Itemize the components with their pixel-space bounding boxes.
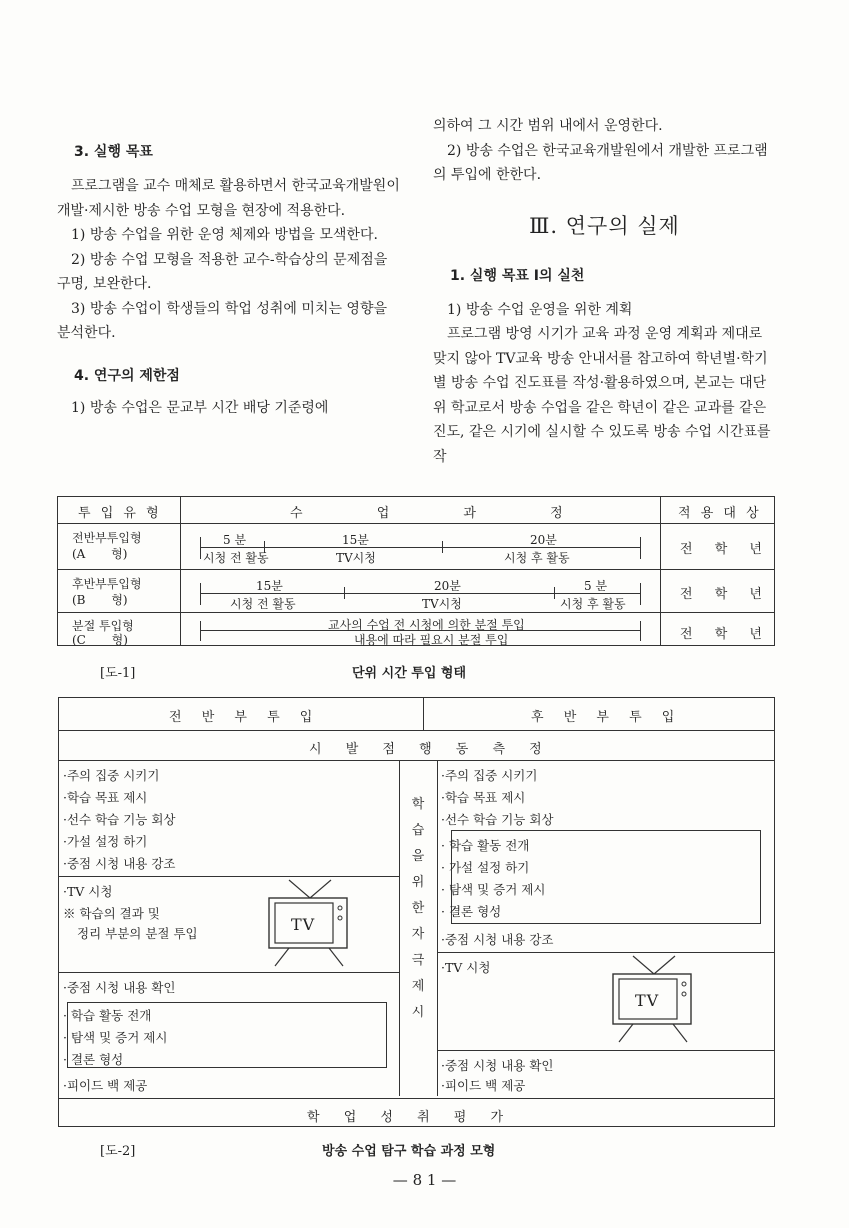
center-vertical-text: 학 습 을 위 한 자 극 제 시 [411,797,425,1020]
left-box-item: · 학습 활동 전개 [63,1008,152,1023]
figure2-number: [도-2] [100,1144,136,1159]
left-box-item: · 결론 형성 [63,1052,124,1067]
left-item: ·가설 설정 하기 [63,834,148,849]
right-header: 후 반 부 투 입 [531,710,683,725]
left-tv-note: ※ 학습의 결과 및 [63,906,160,921]
header-process: 수 업 과 정 [290,506,563,521]
broadcast-inquiry-model-diagram [58,697,775,1127]
paragraph: 1) 방송 수업을 위한 운영 체제와 방법을 모색한다. [71,227,378,243]
right-box-item: · 결론 형성 [441,904,502,919]
right-emphasis: ·중점 시청 내용 강조 [441,932,554,947]
row-b-top-3: 5 분 [584,579,608,593]
section4-heading: 4. 연구의 제한점 [74,367,180,384]
input-type-table [57,496,775,646]
row-b-type-sub: (B 형) [72,593,128,607]
row-b-top-2: 20분 [434,579,461,593]
left-item: ·주의 집중 시키기 [63,768,160,783]
row-c-type: 분절 투입형 [72,619,134,633]
left-tv-label: ·TV 시청 [63,884,113,899]
row-b-bottom-1: 시청 전 활동 [230,597,296,611]
row-b-bottom-2: TV시청 [422,597,462,611]
right-box-item: · 탐색 및 증거 제시 [441,882,546,897]
figure1-number: [도-1] [100,666,136,681]
figure2-caption: 방송 수업 탐구 학습 과정 모형 [322,1144,496,1159]
paragraph: 프로그램을 교수 매체로 활용하면서 한국교육개발원이 개발·제시한 방송 수업 모형을 현장에 적용한다. [57,178,400,219]
tv-text: TV [635,991,660,1010]
paragraph: 3) 방송 수업이 학생들의 학업 성취에 미치는 영향을 분석한다. [57,300,387,341]
left-item: ·선수 학습 기능 회상 [63,812,176,827]
right-box-item: · 학습 활동 전개 [441,838,530,853]
tv-text: TV [291,915,316,934]
row-a-type: 전반부투입형 [72,531,142,545]
row-a-top-1: 5 분 [223,533,247,547]
row-a-top-3: 20분 [530,533,557,547]
paragraph: 프로그램 방영 시기가 교육 과정 운영 계획과 제대로 맞지 않아 TV교육 방송 안내서를 참고하여 학년별·학기별 방송 수업 진도표를 작성·활용하였으며, 본교는 대단위 학교로서 방송 수업을 같은 학년이 같은 교과를 같은 진도, 같은 시기에 실시할 수 있도록 방송 수업 시간표를 작 [433,326,771,465]
left-after: ·중점 시청 내용 확인 [63,980,176,995]
right-feedback: ·피이드 백 제공 [441,1078,526,1093]
paragraph: 의하여 그 시간 범위 내에서 운영한다. [433,118,663,134]
row-b-target: 전 학 년 [680,587,762,602]
header-type: 투 입 유 형 [78,506,162,521]
row-a-bottom-1: 시청 전 활동 [203,551,269,565]
left-tv-note: 정리 부분의 분절 투입 [77,926,198,941]
row-a-top-2: 15분 [342,533,369,547]
row-a-bottom-3: 시청 후 활동 [504,551,570,565]
page-number: — 8 1 — [392,1171,457,1189]
right-item: ·학습 목표 제시 [441,790,526,805]
left-item: ·중점 시청 내용 강조 [63,856,176,871]
paragraph: 2) 방송 수업은 한국교육개발원에서 개발한 프로그램의 투입에 한한다. [433,142,768,183]
row-c-top: 교사의 수업 전 시청에 의한 분절 투입 [328,618,525,632]
left-item: ·학습 목표 제시 [63,790,148,805]
left-header: 전 반 부 투 입 [169,710,321,725]
right-item: ·주의 집중 시키기 [441,768,538,783]
row-a-target: 전 학 년 [680,542,762,557]
left-column [57,140,400,420]
right-item: ·선수 학습 기능 회상 [441,812,554,827]
row-c-bottom: 내용에 따라 필요시 분절 투입 [354,633,509,647]
figure1-caption: 단위 시간 투입 형태 [352,666,467,681]
paragraph: 2) 방송 수업 모형을 적용한 교수-학습상의 문제점을 구명, 보완한다. [57,251,388,292]
row-c-target: 전 학 년 [680,627,762,642]
left-box-item: · 탐색 및 증거 제시 [63,1030,168,1045]
row-b-type: 후반부투입형 [72,577,142,591]
right-tv-label: ·TV 시청 [441,960,491,975]
row-a-bottom-2: TV시청 [336,551,376,565]
row-b-top-1: 15분 [256,579,283,593]
row-c-type-sub: (C 형) [72,633,128,647]
chapter-heading: Ⅲ. 연구의 실제 [529,213,680,238]
section-heading: 1. 실행 목표 Ⅰ의 실천 [450,267,585,284]
bottom-banner: 학 업 성 취 평 가 [307,1110,514,1125]
top-banner: 시 발 점 행 동 측 정 [309,742,552,757]
section3-heading: 3. 실행 목표 [74,144,153,160]
right-box-item: · 가설 설정 하기 [441,860,530,875]
sub-heading: 1) 방송 수업 운영을 위한 계획 [447,301,633,318]
paragraph: 1) 방송 수업은 문교부 시간 배당 기준령에 [71,399,329,416]
header-target: 적 용 대 상 [678,506,762,521]
right-column [433,114,776,469]
row-b-bottom-3: 시청 후 활동 [560,597,626,611]
row-a-type-sub: (A 형) [72,547,128,561]
right-after: ·중점 시청 내용 확인 [441,1058,554,1073]
left-feedback: ·피이드 백 제공 [63,1078,148,1093]
